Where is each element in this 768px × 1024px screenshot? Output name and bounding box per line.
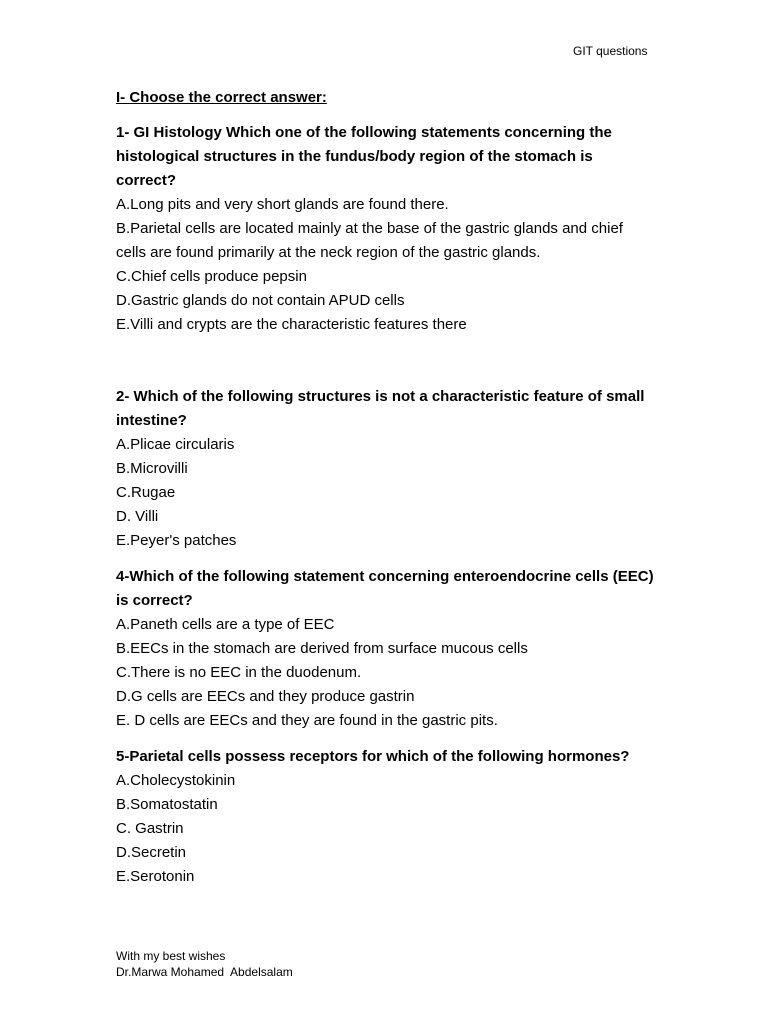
document-body [116, 86, 656, 889]
option-a: A.Paneth cells are a type of EEC [116, 616, 335, 633]
question-text: 4-Which of the following statement concerning enteroendocrine cells (EEC) is correct? [116, 568, 654, 609]
footer-wishes: With my best wishes [116, 949, 226, 963]
option-d: D.Gastric glands do not contain APUD cells [116, 292, 405, 309]
question-5 [116, 745, 656, 889]
option-a: A.Long pits and very short glands are found there. [116, 196, 449, 213]
option-d: D.Secretin [116, 844, 187, 861]
page-header: GIT questions [573, 44, 648, 58]
option-a: A.Plicae circularis [116, 436, 235, 453]
option-b: B.Somatostatin [116, 796, 218, 813]
option-b: B.Microvilli [116, 460, 188, 477]
option-c: C.Rugae [116, 484, 176, 501]
question-text: 1- GI Histology Which one of the following statements concerning the histological structures in the fundus/body region of the stomach is correct? [116, 124, 612, 189]
option-b: B.EECs in the stomach are derived from surface mucous cells [116, 640, 528, 657]
page-footer [116, 948, 293, 980]
question-text: 2- Which of the following structures is not a characteristic feature of small intestine? [116, 388, 645, 429]
option-b: B.Parietal cells are located mainly at the base of the gastric glands and chief cells are found primarily at the neck region of the gastric glands. [116, 220, 623, 261]
option-e: E.Peyer's patches [116, 532, 237, 549]
question-4 [116, 565, 656, 733]
section-title: I- Choose the correct answer: [116, 89, 327, 106]
option-e: E.Serotonin [116, 868, 195, 885]
option-c: C. Gastrin [116, 820, 184, 837]
option-e: E. D cells are EECs and they are found in the gastric pits. [116, 712, 498, 729]
option-d: D.G cells are EECs and they produce gastrin [116, 688, 415, 705]
option-a: A.Cholecystokinin [116, 772, 236, 789]
option-c: C.Chief cells produce pepsin [116, 268, 307, 285]
option-d: D. Villi [116, 508, 159, 525]
option-e: E.Villi and crypts are the characteristic features there [116, 316, 467, 333]
question-2 [116, 385, 656, 553]
option-c: C.There is no EEC in the duodenum. [116, 664, 362, 681]
question-text: 5-Parietal cells possess receptors for which of the following hormones? [116, 748, 630, 765]
question-1 [116, 121, 656, 337]
footer-author: Dr.Marwa Mohamed Abdelsalam [116, 965, 293, 979]
